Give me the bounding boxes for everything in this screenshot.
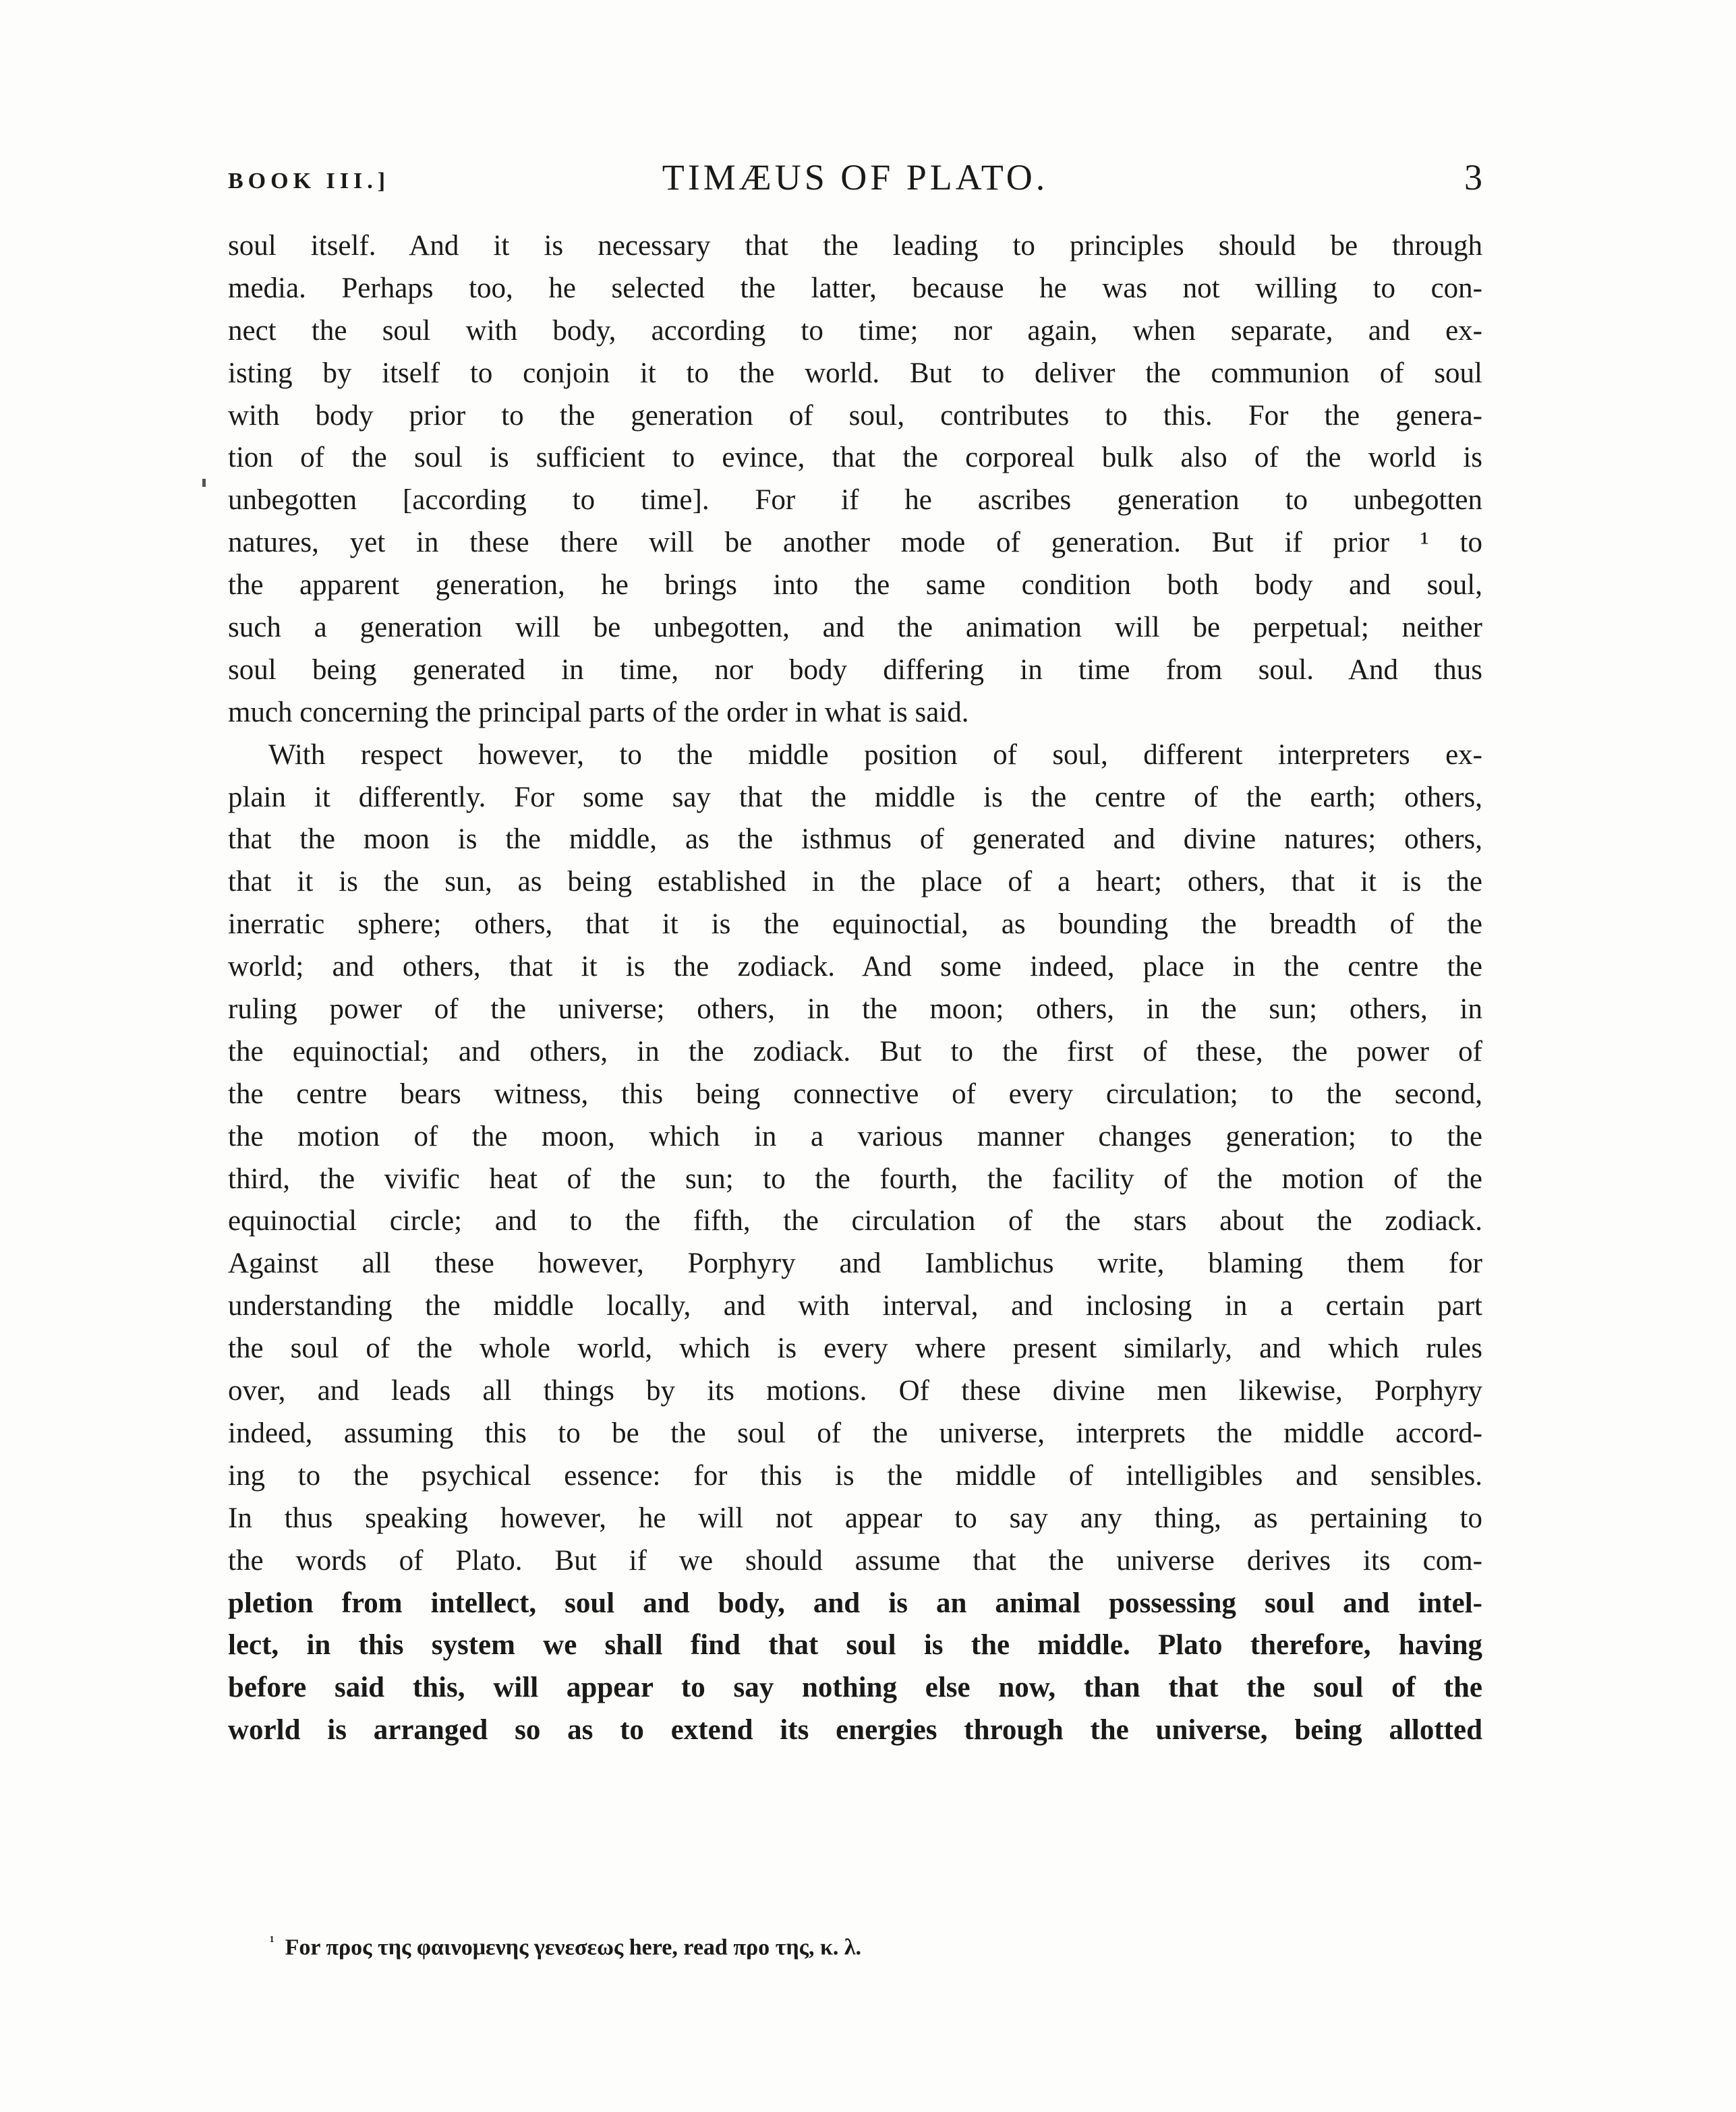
- text-line: natures, yet in these there will be another mode of generation. But if prior ¹ to: [228, 527, 1482, 559]
- text-line: lect, in this system we shall find that soul is the middle. Plato therefore, having: [228, 1629, 1482, 1662]
- text-line: over, and leads all things by its motions. Of these divine men likewise, Porphyry: [228, 1375, 1482, 1407]
- text-line: soul itself. And it is necessary that the leading to principles should be through: [228, 230, 1482, 262]
- text-line: before said this, will appear to say nothing else now, than that the soul of the: [228, 1672, 1482, 1704]
- footnote: [270, 1933, 1281, 1960]
- text-line: the words of Plato. But if we should assume that the universe derives its com-: [228, 1544, 1482, 1577]
- text-line: unbegotten [according to time]. For if he ascribes generation to unbegotten: [228, 484, 1482, 517]
- text-line: media. Perhaps too, he selected the latter, because he was not willing to con-: [228, 272, 1482, 304]
- text-line: Against all these however, Porphyry and Iamblichus write, blaming them for: [228, 1248, 1482, 1280]
- text-line: inerratic sphere; others, that it is the equinoctial, as bounding the breadth of the: [228, 908, 1482, 941]
- text-line: that it is the sun, as being established in the place of a heart; others, that it is the: [228, 866, 1482, 898]
- text-line: the centre bears witness, this being connective of every circulation; to the second,: [228, 1078, 1482, 1110]
- text-line: soul being generated in time, nor body differing in time from soul. And thus: [228, 653, 1482, 686]
- text-line: plain it differently. For some say that the middle is the centre of the earth; others,: [228, 781, 1482, 813]
- text-line: ing to the psychical essence: for this is the middle of intelligibles and sensibles.: [228, 1459, 1482, 1492]
- text-line: isting by itself to conjoin it to the world. But to deliver the communion of soul: [228, 357, 1482, 389]
- text-line: indeed, assuming this to be the soul of the universe, interprets the middle accord-: [228, 1417, 1482, 1449]
- text-line: with body prior to the generation of soul, contributes to this. For the genera-: [228, 399, 1482, 432]
- text-line: third, the vivific heat of the sun; to the fourth, the facility of the motion of the: [228, 1163, 1482, 1195]
- text-line: In thus speaking however, he will not appear to say any thing, as pertaining to: [228, 1502, 1482, 1534]
- text-line: much concerning the principal parts of the order in what is said.: [228, 696, 969, 728]
- text-line: With respect however, to the middle position of soul, different interpreters ex-: [268, 738, 1482, 771]
- page-number: 3: [1464, 157, 1482, 198]
- text-line: the apparent generation, he brings into the same condition both body and soul,: [228, 569, 1482, 602]
- text-line: nect the soul with body, according to time; nor again, when separate, and ex-: [228, 314, 1482, 347]
- footnote-text: For προς της φαινομενης γενεσεως here, read προ της, κ. λ.: [285, 1935, 862, 1960]
- text-line: tion of the soul is sufficient to evince, that the corporeal bulk also of the world is: [228, 442, 1482, 474]
- text-line: pletion from intellect, soul and body, and is an animal possessing soul and intel-: [228, 1587, 1482, 1619]
- book-section-label: BOOK III.]: [228, 169, 390, 194]
- body-text: [228, 225, 1482, 1752]
- text-line: the motion of the moon, which in a various manner changes generation; to the: [228, 1120, 1482, 1152]
- text-line: understanding the middle locally, and with interval, and inclosing in a certain part: [228, 1290, 1482, 1322]
- text-line: ruling power of the universe; others, in the moon; others, in the sun; others, in: [228, 993, 1482, 1026]
- footnote-mark: ¹: [270, 1933, 274, 1949]
- text-line: world is arranged so as to extend its energies through the universe, being allotted: [228, 1714, 1482, 1747]
- running-head: [228, 156, 1482, 204]
- text-line: that the moon is the middle, as the isthmus of generated and divine natures; others,: [228, 823, 1482, 856]
- text-line: the soul of the whole world, which is every where present similarly, and which rules: [228, 1332, 1482, 1365]
- margin-mark: [202, 479, 206, 487]
- text-line: the equinoctial; and others, in the zodiack. But to the first of these, the power of: [228, 1035, 1482, 1067]
- text-line: such a generation will be unbegotten, and the animation will be perpetual; neither: [228, 612, 1482, 644]
- text-line: equinoctial circle; and to the fifth, the circulation of the stars about the zodiack.: [228, 1205, 1482, 1237]
- text-line: world; and others, that it is the zodiack. And some indeed, place in the centre the: [228, 951, 1482, 983]
- page-title: TIMÆUS OF PLATO.: [662, 157, 1049, 198]
